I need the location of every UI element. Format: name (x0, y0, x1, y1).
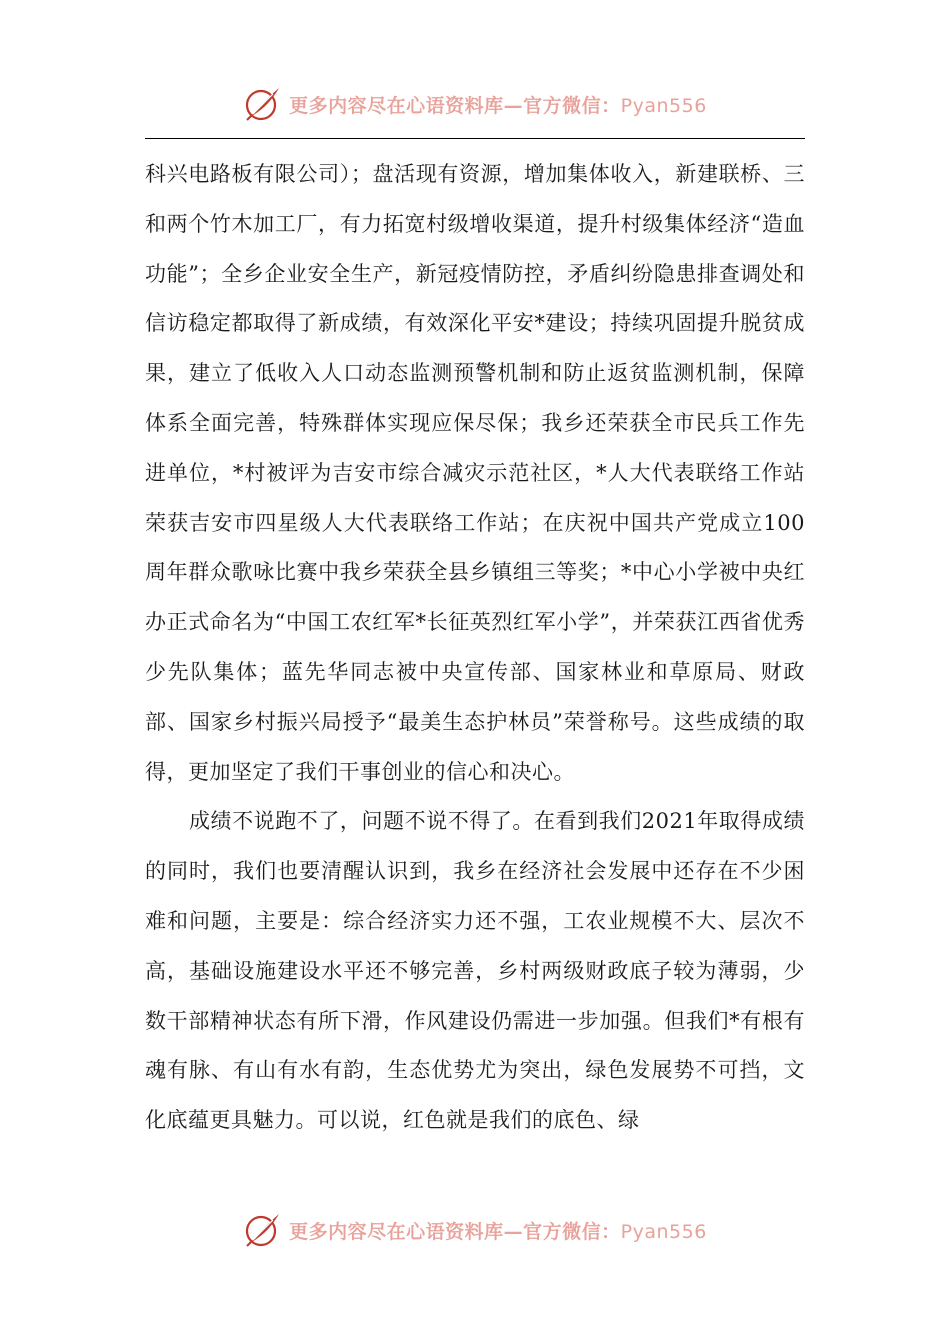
quill-logo-icon (243, 1210, 283, 1250)
header-banner-id: Pyan556 (620, 94, 707, 117)
footer-banner-id: Pyan556 (620, 1220, 707, 1243)
header-banner (0, 80, 950, 128)
quill-logo-icon (243, 84, 283, 124)
header-banner-text: 更多内容尽在心语资料库—官方微信：Pyan556 (289, 94, 707, 117)
paragraph-1: 科兴电路板有限公司）；盘活现有资源，增加集体收入，新建联桥、三和两个竹木加工厂，有力拓宽村级增收渠道，提升村级集体经济“造血功能”；全乡企业安全生产，新冠疫情防控，矛盾纠纷隐患排查调处和信访稳定都取得了新成绩，有效深化平安*建设；持续巩固提升脱贫成果，建立了低收入人口动态监测预警机制和防止返贫监测机制，保障体系全面完善，特殊群体实现应保尽保；我乡还荣获全市民兵工作先进单位，*村被评为吉安市综合减灾示范社区，*人大代表联络工作站荣获吉安市四星级人大代表联络工作站；在庆祝中国共产党成立100周年群众歌咏比赛中我乡荣获全县乡镇组三等奖；*中心小学被中央红办正式命名为“中国工农红军*长征英烈红军小学”，并荣获江西省优秀少先队集体；蓝先华同志被中央宣传部、国家林业和草原局、财政部、国家乡村振兴局授予“最美生态护林员”荣誉称号。这些成绩的取得，更加坚定了我们干事创业的信心和决心。 (145, 162, 805, 784)
header-divider (145, 138, 805, 139)
paragraph-2: 成绩不说跑不了，问题不说不得了。在看到我们2021年取得成绩的同时，我们也要清醒认识到，我乡在经济社会发展中还存在不少困难和问题，主要是：综合经济实力还不强，工农业规模不大、层次不高，基础设施建设水平还不够完善，乡村两级财政底子较为薄弱，少数干部精神状态有所下滑，作风建设仍需进一步加强。但我们*有根有魂有脉、有山有水有韵，生态优势尤为突出，绿色发展势不可挡，文化底蕴更具魅力。可以说，红色就是我们的底色、绿 (145, 809, 805, 1133)
footer-banner-text: 更多内容尽在心语资料库—官方微信：Pyan556 (289, 1220, 707, 1243)
document-body (145, 150, 805, 1146)
footer-banner (0, 1206, 950, 1254)
